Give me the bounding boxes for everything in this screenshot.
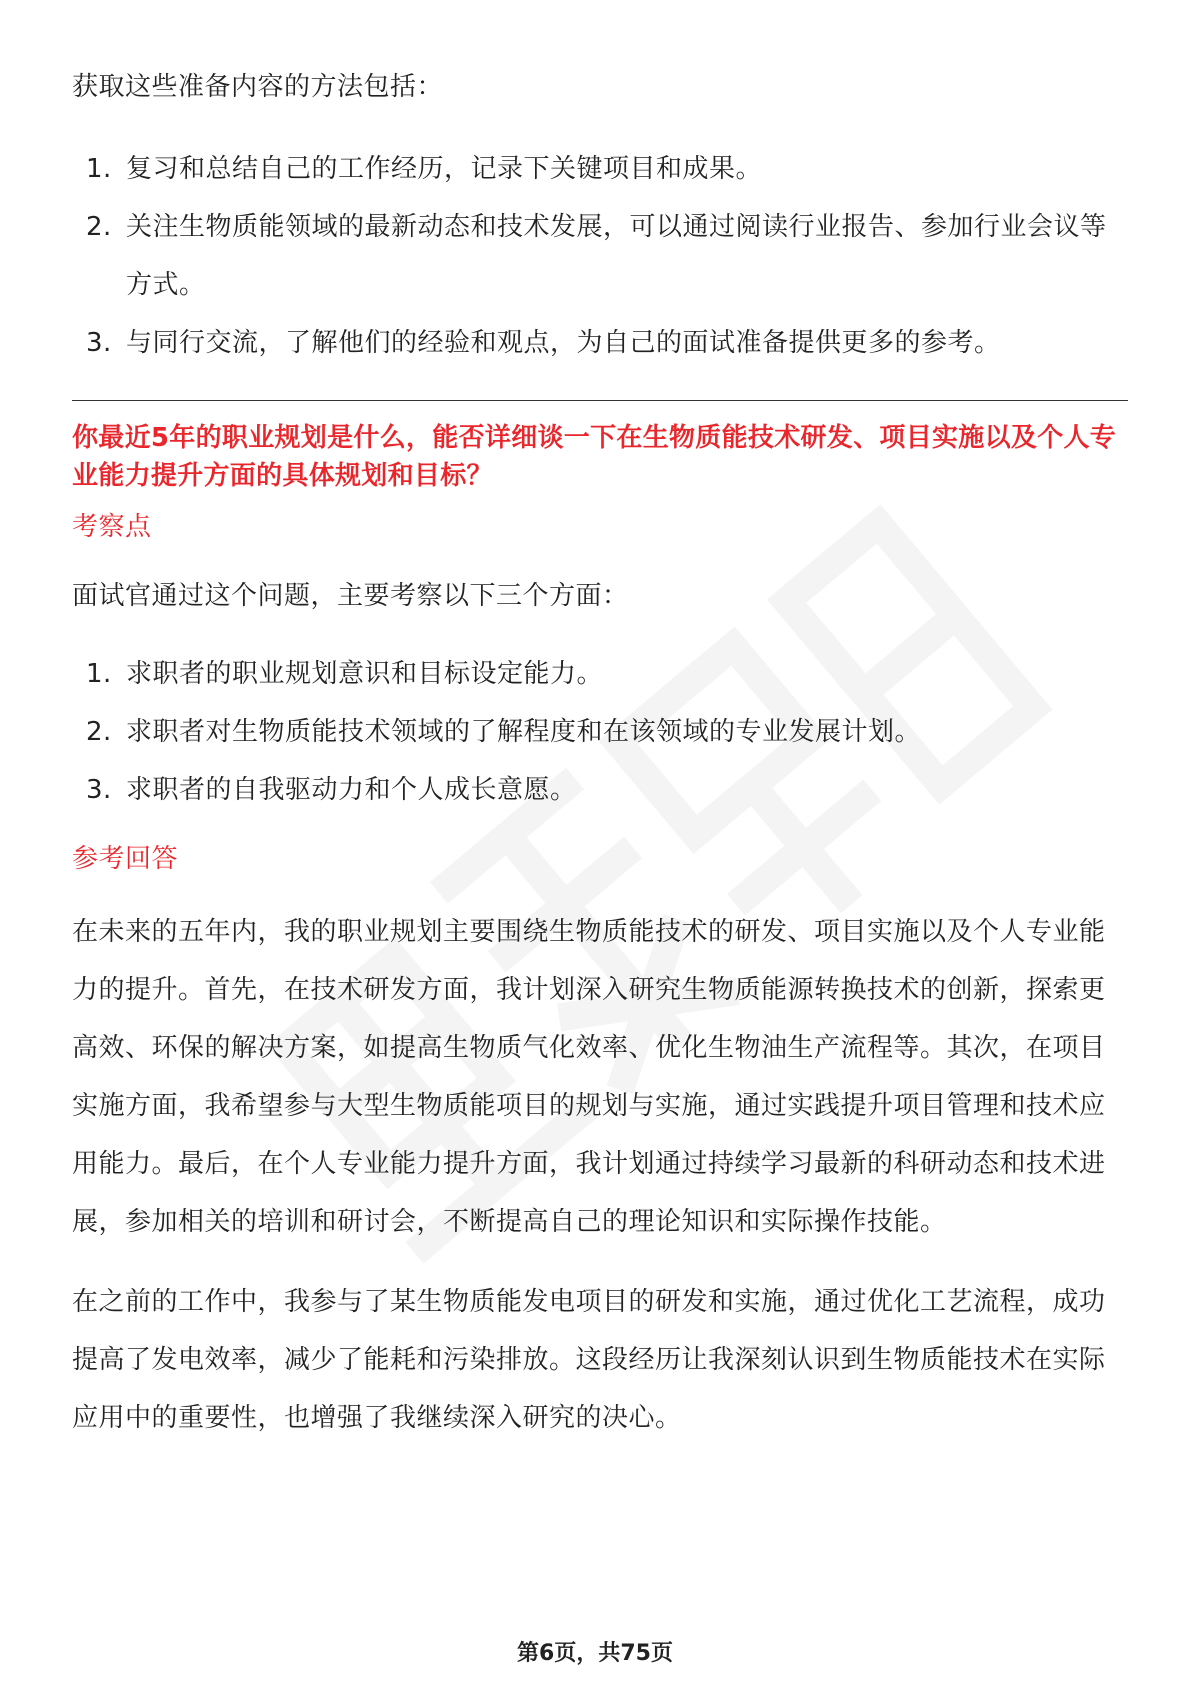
page-number: 第6页，共75页	[517, 1641, 673, 1666]
methods-intro: 获取这些准备内容的方法包括：	[72, 72, 444, 102]
answer-paragraph: 在之前的工作中，我参与了某生物质能发电项目的研发和实施，通过优化工艺流程，成功提高了发电效率，减少了能耗和污染排放。这段经历让我深刻认识到生物质能技术在实际应用中的重要性，也增强了我继续深入研究的决心。	[72, 1287, 1106, 1433]
assessment-intro: 面试官通过这个问题，主要考察以下三个方面：	[72, 581, 629, 611]
interview-question: 你最近5年的职业规划是什么，能否详细谈一下在生物质能技术研发、项目实施以及个人专业能力提升方面的具体规划和目标？	[72, 423, 1117, 491]
section-divider	[72, 400, 1128, 401]
answer-heading: 参考回答	[72, 844, 179, 874]
answer-paragraph: 在未来的五年内，我的职业规划主要围绕生物质能技术的研发、项目实施以及个人专业能力的提升。首先，在技术研发方面，我计划深入研究生物质能源转换技术的创新，探索更高效、环保的解决方案，如提高生物质气化效率、优化生物油生产流程等。其次，在项目实施方面，我希望参与大型生物质能项目的规划与实施，通过实践提升项目管理和技术应用能力。最后，在个人专业能力提升方面，我计划通过持续学习最新的科研动态和技术进展，参加相关的培训和研讨会，不断提高自己的理论知识和实际操作技能。	[72, 917, 1106, 1237]
list-item: 2. 求职者对生物质能技术领域的了解程度和在该领域的专业发展计划。	[86, 717, 922, 747]
list-item: 2. 关注生物质能领域的最新动态和技术发展，可以通过阅读行业报告、参加行业会议等方式。	[86, 212, 1107, 300]
list-item: 1. 求职者的职业规划意识和目标设定能力。	[86, 659, 604, 689]
list-item: 1. 复习和总结自己的工作经历，记录下关键项目和成果。	[86, 154, 763, 184]
assessment-list	[72, 645, 1128, 819]
assessment-heading: 考察点	[72, 512, 152, 542]
methods-list	[72, 140, 1128, 372]
list-item: 3. 求职者的自我驱动力和个人成长意愿。	[86, 775, 577, 805]
document-body	[72, 58, 1128, 1447]
list-item: 3. 与同行交流，了解他们的经验和观点，为自己的面试准备提供更多的参考。	[86, 328, 1001, 358]
